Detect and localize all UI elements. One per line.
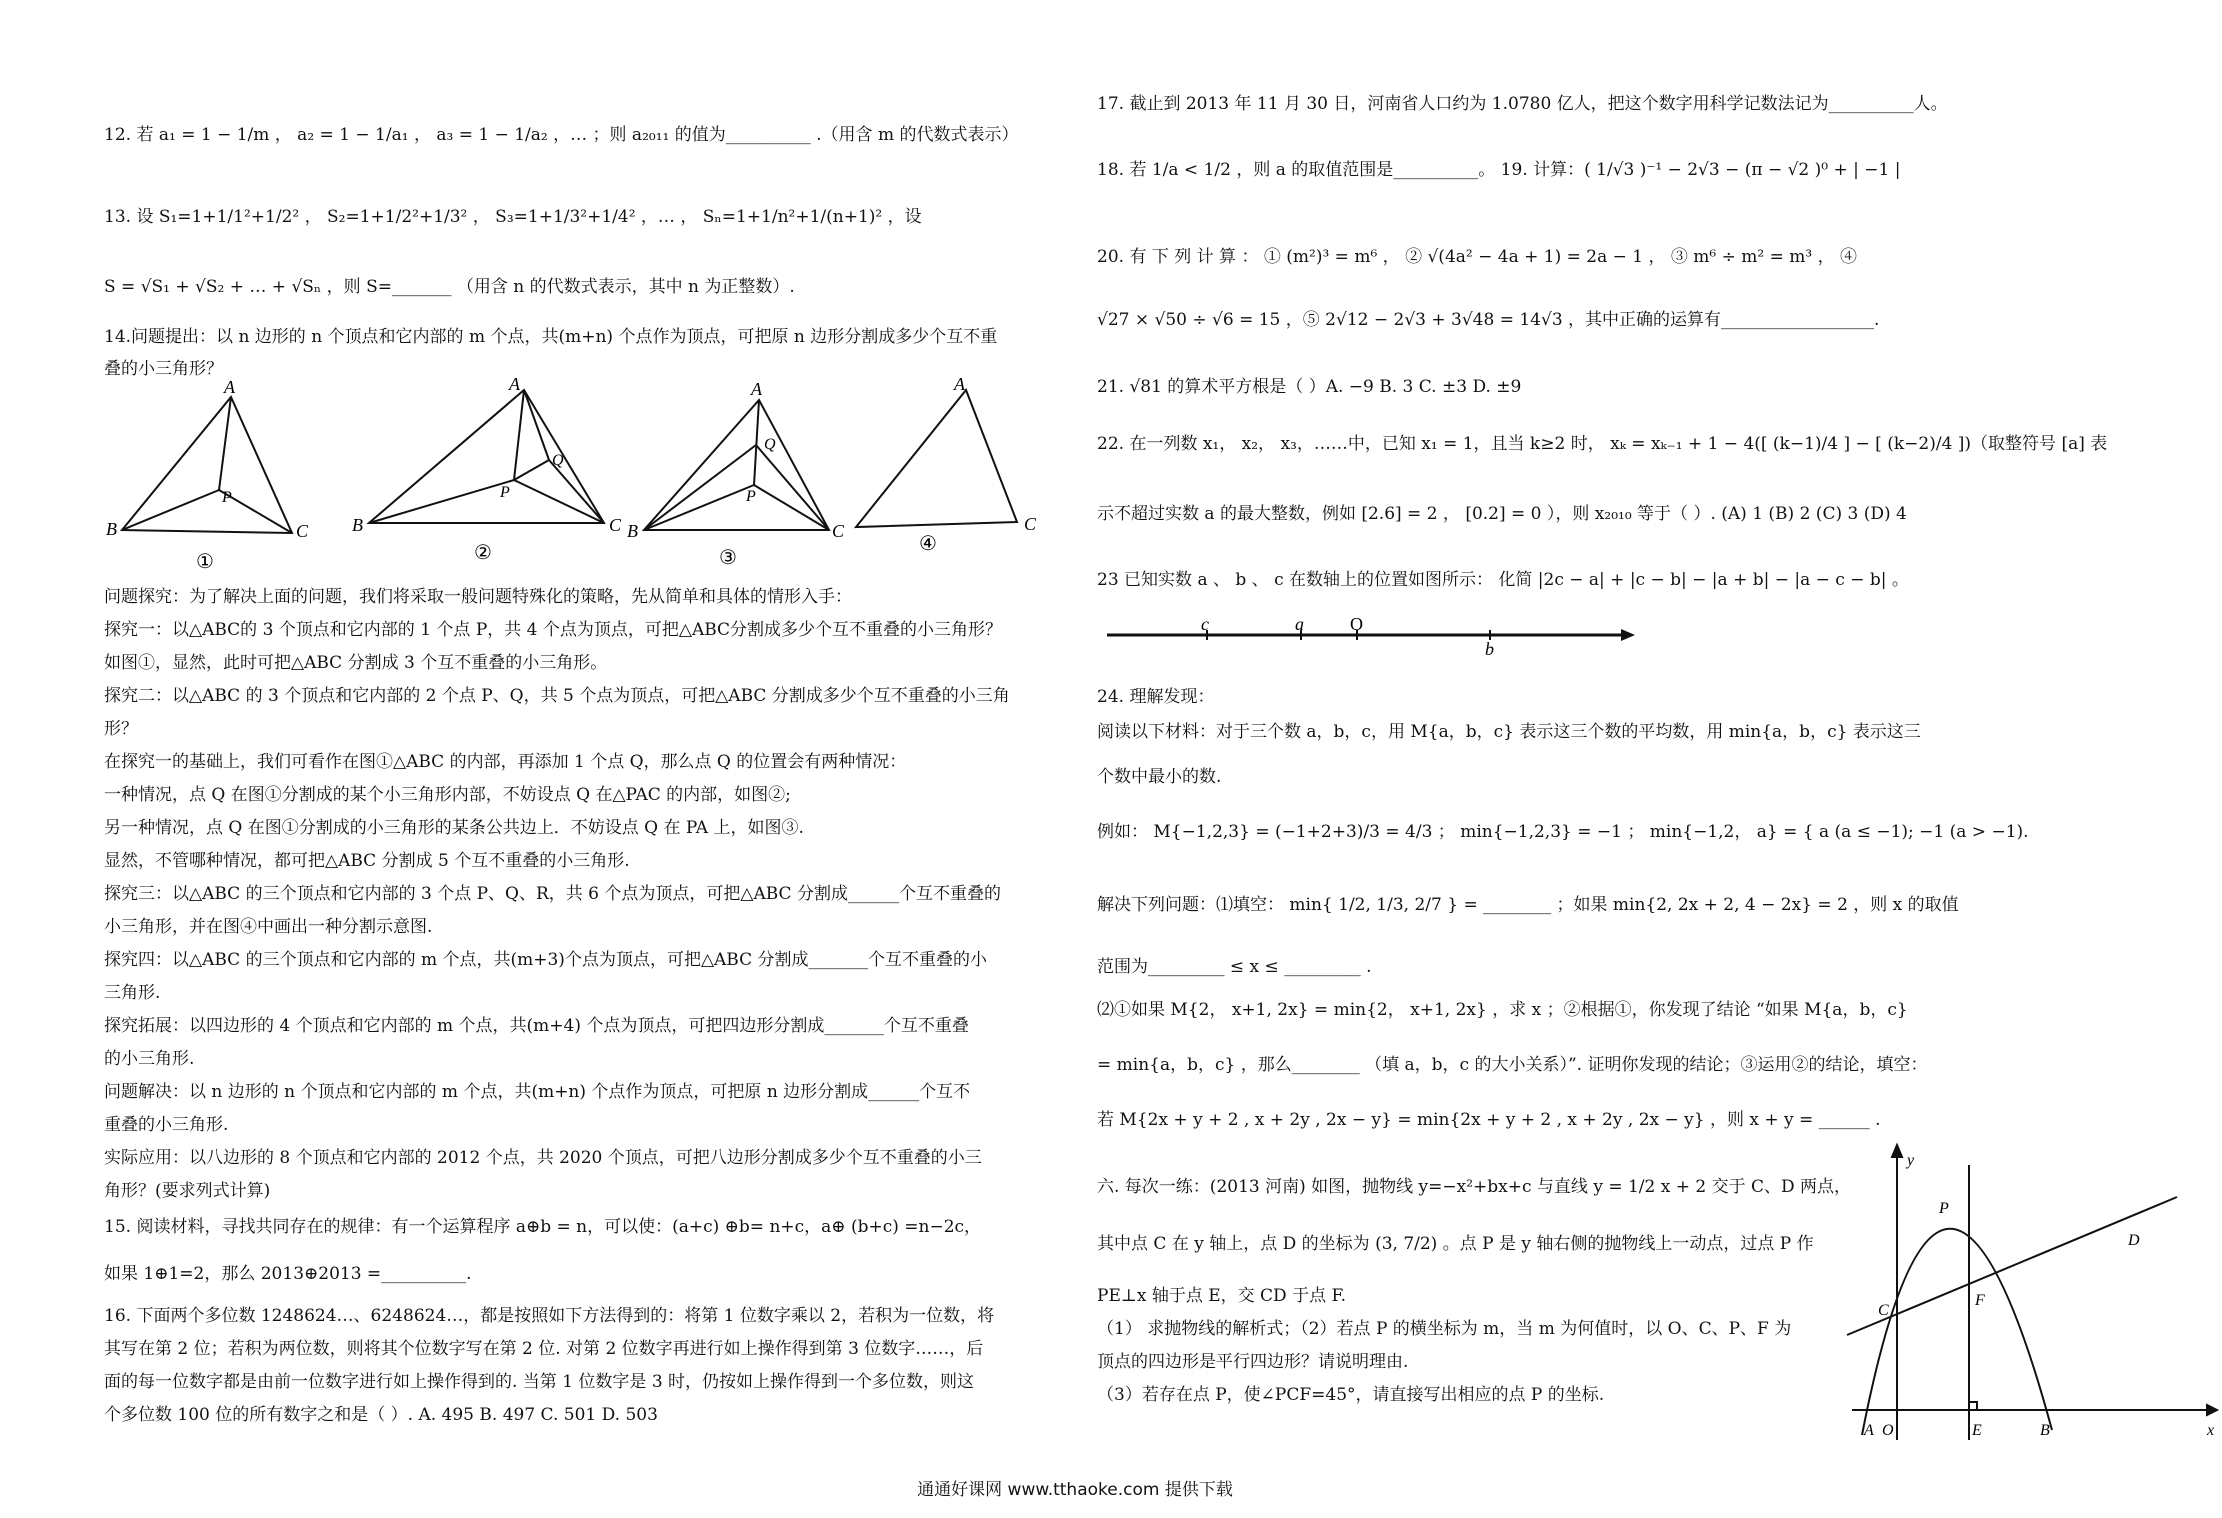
- graph-label-C: C: [1878, 1302, 1889, 1319]
- question-12: 12. 若 a₁ = 1 − 1/m ， a₂ = 1 − 1/a₁ ， a₃ = 1 − 1/a₂ ，… ；则 a₂₀₁₁ 的值为__________ .（用含 m 的代数式表示）: [104, 125, 1019, 145]
- fig3-label-P: P: [746, 488, 756, 505]
- fig1-label-A: A: [224, 377, 235, 397]
- q14-line-9: 探究三：以△ABC 的三个顶点和它内部的 3 个点 P、Q、R，共 6 个点为顶点，可把△ABC 分割成______个互不重叠的: [104, 884, 1001, 904]
- q14-line-14: 的小三角形.: [104, 1049, 195, 1069]
- question-13-line1: 13. 设 S₁=1+1/1²+1/2² ， S₂=1+1/2²+1/3² ， S₃=1+1/3²+1/4² ，… ， Sₙ=1+1/n²+1/(n+1)² ，设: [104, 207, 922, 227]
- graph-label-P: P: [1939, 1200, 1949, 1217]
- fig1-label-C: C: [296, 521, 309, 541]
- question-22-line2: 示不超过实数 a 的最大整数，例如 [2.6] = 2 ， [0.2] = 0 ），则 x₂₀₁₀ 等于（ ）. (A) 1 (B) 2 (C) 3 (D) 4: [1097, 504, 1907, 524]
- question-16-line2: 其写在第 2 位；若积为两位数，则将其个位数字写在第 2 位. 对第 2 位数字再进行如上操作得到第 3 位数字……，后: [104, 1339, 984, 1359]
- q24-line-1: 阅读以下材料：对于三个数 a，b，c，用 M{a，b，c} 表示这三个数的平均数，用 min{a，b，c} 表示这三: [1097, 722, 1921, 742]
- graph-label-E: E: [1972, 1422, 1982, 1439]
- q24-line-3: 例如： M{−1,2,3} = (−1+2+3)/3 = 4/3 ； min{−1,2,3} = −1 ； min{−1,2， a} = { a (a ≤ −1); −1 (a > −1).: [1097, 822, 2029, 842]
- graph-label-B: B: [2040, 1422, 2050, 1439]
- q6-line-0: 六. 每次一练：(2013 河南) 如图，抛物线 y=−x²+bx+c 与直线 y = 1/2 x + 2 交于 C、D 两点，: [1097, 1177, 1852, 1197]
- figure-2: [369, 390, 604, 523]
- q14-line-2: 如图①，显然，此时可把△ABC 分割成 3 个互不重叠的小三角形。: [104, 653, 608, 673]
- numline-label-c: c: [1201, 614, 1209, 634]
- figure-4-number: ④: [919, 533, 937, 555]
- fig2-label-B: B: [352, 515, 363, 535]
- question-23: 23 已知实数 a 、 b 、 c 在数轴上的位置如图所示： 化简 |2c − a| + |c − b| − |a + b| − |a − c − b| 。: [1097, 570, 1909, 590]
- question-15-line2: 如果 1⊕1=2，那么 2013⊕2013 =__________.: [104, 1264, 472, 1284]
- page-footer: 通通好课网 www.tthaoke.com 提供下载: [917, 1480, 1233, 1500]
- figure-2-number: ②: [474, 542, 492, 564]
- q14-line-18: 角形？(要求列式计算): [104, 1181, 271, 1201]
- q14-line-6: 一种情况，点 Q 在图①分割成的某个小三角形内部，不妨设点 Q 在△PAC 的内部，如图②;: [104, 785, 791, 805]
- q14-line-16: 重叠的小三角形.: [104, 1115, 229, 1135]
- question-16-line3: 面的每一位数字都是由前一位数字进行如上操作得到的. 当第 1 位数字是 3 时，仍按如上操作得到一个多位数，则这: [104, 1372, 975, 1392]
- q24-line-4: 解决下列问题：⑴填空： min{ 1/2, 1/3, 2/7 } = ________ ；如果 min{2, 2x + 2, 4 − 2x} = 2 ，则 x 的取值: [1097, 895, 1959, 915]
- question-22-line1: 22. 在一列数 x₁， x₂， x₃，……中，已知 x₁ = 1，且当 k≥2 时， xₖ = xₖ₋₁ + 1 − 4([ (k−1)/4 ] − [ (k−2)/4 ])（取整符号 [a] 表: [1097, 434, 2108, 454]
- question-18-19: 18. 若 1/a < 1/2 ，则 a 的取值范围是__________。 19. 计算：( 1/√3 )⁻¹ − 2√3 − (π − √2 )⁰ + | −1 |: [1097, 160, 1901, 180]
- q6-line-3: （1） 求抛物线的解析式；（2）若点 P 的横坐标为 m，当 m 为何值时，以 O、C、P、F 为: [1097, 1319, 1792, 1339]
- q24-line-8: 若 M{2x + y + 2 , x + 2y , 2x − y} = min{2x + y + 2 , x + 2y , 2x − y} ，则 x + y = ______ .: [1097, 1110, 1881, 1130]
- question-16-line1: 16. 下面两个多位数 1248624…、6248624…，都是按照如下方法得到的：将第 1 位数字乘以 2，若积为一位数，将: [104, 1306, 995, 1326]
- fig1-label-B: B: [106, 519, 117, 539]
- numline-label-a: a: [1295, 614, 1304, 634]
- q6-line-5: （3）若存在点 P，使∠PCF=45°，请直接写出相应的点 P 的坐标.: [1097, 1385, 1605, 1405]
- numline-label-o: O: [1350, 614, 1363, 634]
- fig4-label-A: A: [954, 374, 965, 394]
- question-16-line4: 个多位数 100 位的所有数字之和是（ ）. A. 495 B. 497 C. 501 D. 503: [104, 1405, 658, 1425]
- question-13-line2: S = √S₁ + √S₂ + … + √Sₙ ，则 S=_______ （用含 n 的代数式表示，其中 n 为正整数）.: [104, 277, 795, 297]
- fig2-label-P: P: [500, 484, 510, 501]
- q14-line-3: 探究二：以△ABC 的 3 个顶点和它内部的 2 个点 P、Q，共 5 个点为顶点，可把△ABC 分割成多少个互不重叠的小三角: [104, 686, 1010, 706]
- q14-line-17: 实际应用：以八边形的 8 个顶点和它内部的 2012 个点，共 2020 个顶点，可把八边形分割成多少个互不重叠的小三: [104, 1148, 982, 1168]
- figure-1: [122, 397, 292, 533]
- q14-line-12: 三角形.: [104, 983, 161, 1003]
- graph-label-D: D: [2128, 1232, 2140, 1249]
- q24-line-7: = min{a，b，c} ，那么________ （填 a，b，c 的大小关系）”. 证明你发现的结论；③运用②的结论，填空：: [1097, 1055, 1928, 1075]
- q6-line-2: PE⊥x 轴于点 E，交 CD 于点 F.: [1097, 1286, 1347, 1306]
- q14-line-11: 探究四：以△ABC 的三个顶点和它内部的 m 个点，共(m+3)个点为顶点，可把△ABC 分割成_______个互不重叠的小: [104, 950, 988, 970]
- question-15-line1: 15. 阅读材料，寻找共同存在的规律：有一个运算程序 a⊕b = n，可以使：(a+c) ⊕b= n+c，a⊕ (b+c) =n−2c，: [104, 1217, 982, 1237]
- fig3-label-B: B: [627, 521, 638, 541]
- figure-3: [644, 400, 829, 530]
- q24-line-5: 范围为_________ ≤ x ≤ _________ .: [1097, 957, 1372, 977]
- q24-line-2: 个数中最小的数.: [1097, 767, 1222, 787]
- q14-line-15: 问题解决：以 n 边形的 n 个顶点和它内部的 m 个点，共(m+n) 个点作为顶点，可把原 n 边形分割成______个互不: [104, 1082, 971, 1102]
- fig3-label-Q: Q: [764, 436, 776, 453]
- figure-3-number: ③: [719, 547, 737, 569]
- figure-1-number: ①: [196, 551, 214, 573]
- question-20-line1: 20. 有 下 列 计 算 ： ① (m²)³ = m⁶ ， ② √(4a² − 4a + 1) = 2a − 1 ， ③ m⁶ ÷ m² = m³ ， ④: [1097, 247, 1858, 267]
- fig2-label-C: C: [609, 515, 622, 535]
- fig4-label-C: C: [1024, 514, 1037, 534]
- question-14-line1: 14.问题提出：以 n 边形的 n 个顶点和它内部的 m 个点，共(m+n) 个点作为顶点，可把原 n 边形分割成多少个互不重: [104, 327, 998, 347]
- q14-line-8: 显然，不管哪种情况，都可把△ABC 分割成 5 个互不重叠的小三角形.: [104, 851, 630, 871]
- q14-line-13: 探究拓展：以四边形的 4 个顶点和它内部的 m 个点，共(m+4) 个点为顶点，可把四边形分割成_______个互不重叠: [104, 1016, 969, 1036]
- q24-line-0: 24. 理解发现：: [1097, 687, 1215, 707]
- q14-line-7: 另一种情况，点 Q 在图①分割成的小三角形的某条公共边上．不妨设点 Q 在 PA 上，如图③.: [104, 818, 804, 838]
- triangle-figures: [104, 375, 1064, 575]
- question-21: 21. √81 的算术平方根是（ ）A. −9 B. 3 C. ±3 D. ±9: [1097, 377, 1522, 397]
- graph-label-A: A: [1864, 1422, 1874, 1439]
- numline-label-b: b: [1485, 639, 1494, 659]
- fig1-label-P: P: [222, 489, 232, 506]
- q14-line-0: 问题探究：为了解决上面的问题，我们将采取一般问题特殊化的策略，先从简单和具体的情形入手：: [104, 587, 852, 607]
- fig3-label-C: C: [832, 521, 845, 541]
- fig2-label-Q: Q: [552, 452, 564, 469]
- question-17: 17. 截止到 2013 年 11 月 30 日，河南省人口约为 1.0780 亿人，把这个数字用科学记数法记为__________人。: [1097, 94, 1948, 114]
- parabola-graph: [1842, 1145, 2222, 1445]
- number-line: [1097, 610, 1657, 670]
- q24-line-6: ⑵①如果 M{2， x+1, 2x} = min{2， x+1, 2x} ，求 x ；②根据①，你发现了结论 “如果 M{a，b，c}: [1097, 1000, 1908, 1020]
- graph-label-x: x: [2207, 1422, 2215, 1439]
- figure-4: [856, 390, 1017, 527]
- fig3-label-A: A: [751, 379, 762, 399]
- q14-line-5: 在探究一的基础上，我们可看作在图①△ABC 的内部，再添加 1 个点 Q，那么点 Q 的位置会有两种情况：: [104, 752, 907, 772]
- graph-label-y: y: [1907, 1152, 1915, 1169]
- graph-label-F: F: [1975, 1292, 1985, 1309]
- q14-line-4: 形？: [104, 719, 138, 739]
- q14-line-10: 小三角形，并在图④中画出一种分割示意图.: [104, 917, 433, 937]
- fig2-label-A: A: [509, 374, 520, 394]
- q6-line-1: 其中点 C 在 y 轴上，点 D 的坐标为 (3, 7/2) 。点 P 是 y 轴右侧的抛物线上一动点，过点 P 作: [1097, 1234, 1814, 1254]
- graph-label-O: O: [1882, 1422, 1894, 1439]
- question-20-line2: √27 × √50 ÷ √6 = 15 ，⑤ 2√12 − 2√3 + 3√48 = 14√3 ，其中正确的运算有__________________.: [1097, 310, 1880, 330]
- q6-line-4: 顶点的四边形是平行四边形？请说明理由.: [1097, 1352, 1409, 1372]
- question-14-line2: 叠的小三角形？: [104, 359, 223, 379]
- q14-line-1: 探究一：以△ABC的 3 个顶点和它内部的 1 个点 P，共 4 个点为顶点，可把△ABC分割成多少个互不重叠的小三角形？: [104, 620, 1003, 640]
